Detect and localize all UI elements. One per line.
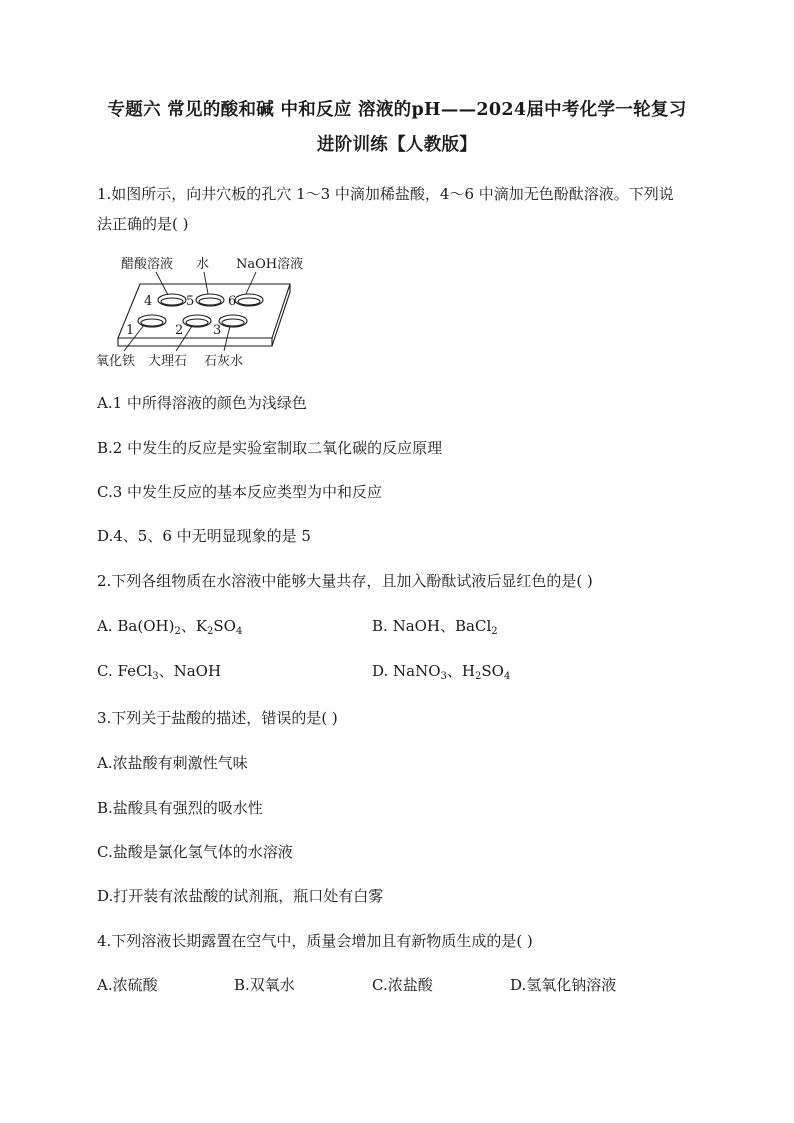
q4-option-c: C.浓盐酸 (372, 976, 433, 994)
well-number-6: 6 (228, 294, 237, 309)
q1-option-b: B.2 中发生的反应是实验室制取二氧化碳的反应原理 (97, 439, 443, 457)
label-iron-oxide: 氧化铁 (96, 354, 136, 369)
q4-option-a: A.浓硫酸 (97, 976, 158, 994)
q4-option-b: B.双氧水 (234, 976, 295, 994)
label-marble: 大理石 (148, 354, 188, 369)
q2-option-a: A. $Ba(OH)_2$、$K_2SO_4$ (97, 617, 243, 637)
q2-option-c: C. FeCl$_3$、NaOH (97, 662, 222, 682)
document-title-line1: 专题六 常见的酸和碱 中和反应 溶液的pH——2024届中考化学一轮复习 (107, 100, 687, 120)
well-number-5: 5 (186, 294, 195, 309)
q4-option-d: D.氢氧化钠溶液 (510, 976, 617, 994)
q2-option-d: D. NaNO$_3$、$H_2SO_4$ (372, 662, 511, 682)
document-title-line2: 进阶训练【人教版】 (316, 135, 478, 155)
label-acetic-acid: 醋酸溶液 (121, 257, 174, 272)
q1-stem-line2: 法正确的是( ) (97, 215, 189, 233)
well-number-3: 3 (213, 323, 222, 338)
q2-stem: 2.下列各组物质在水溶液中能够大量共存，且加入酚酞试液后显红色的是( ) (97, 572, 593, 590)
well-plate-diagram (96, 254, 336, 372)
q2-option-b: B. NaOH、BaCl$_2$ (372, 617, 498, 637)
q3-option-d: D.打开装有浓盐酸的试剂瓶，瓶口处有白雾 (97, 887, 384, 905)
label-naoh-solution: NaOH溶液 (236, 257, 304, 272)
q3-option-c: C.盐酸是氯化氢气体的水溶液 (97, 843, 293, 861)
q4-stem: 4.下列溶液长期露置在空气中，质量会增加且有新物质生成的是( ) (97, 932, 533, 950)
well-number-4: 4 (144, 294, 153, 309)
q3-stem: 3.下列关于盐酸的描述，错误的是( ) (97, 709, 338, 727)
well-number-2: 2 (175, 323, 184, 338)
q1-option-c: C.3 中发生反应的基本反应类型为中和反应 (97, 483, 383, 501)
q1-stem-line1: 1.如图所示，向井穴板的孔穴 1～3 中滴加稀盐酸，4～6 中滴加无色酚酞溶液。下列说 (97, 185, 674, 203)
label-water: 水 (196, 257, 210, 272)
q1-option-d: D.4、5、6 中无明显现象的是 5 (97, 527, 311, 545)
q3-option-a: A.浓盐酸有刺激性气味 (97, 754, 248, 772)
label-limewater: 石灰水 (204, 354, 244, 369)
q3-option-b: B.盐酸具有强烈的吸水性 (97, 799, 263, 817)
well-number-1: 1 (126, 323, 135, 338)
q1-option-a: A.1 中所得溶液的颜色为浅绿色 (97, 394, 307, 412)
